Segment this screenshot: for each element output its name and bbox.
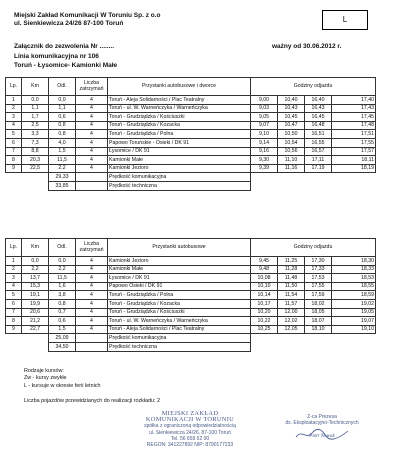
table-row: [6, 265, 376, 274]
cell-stop-name: Kamionki Jezioro: [108, 257, 251, 266]
cell-lp: 5: [6, 291, 22, 300]
totals-row: [6, 334, 376, 343]
cell-time: 18,55: [332, 282, 376, 291]
header-odl: Odl.: [49, 78, 76, 96]
cell-stops: 4: [76, 265, 108, 274]
cell-km: 2,5: [22, 121, 49, 130]
cell-time: 16,43: [305, 104, 332, 113]
spacer: [6, 334, 49, 343]
cell-time: 10,10: [251, 282, 278, 291]
cell-time: 18,11: [332, 156, 376, 165]
cell-stop-name: Toruń - ul. W. Warneńczyka / Warneńczyka: [108, 317, 251, 326]
cell-distance: 1,5: [49, 147, 76, 156]
speed-value: 29,33: [49, 173, 76, 182]
cell-stops: 4: [76, 257, 108, 266]
cell-time: 9,00: [251, 96, 278, 105]
company-address: ul. Sienkiewicza 24/26 87-100 Toruń: [14, 20, 124, 27]
spacer: [251, 173, 376, 182]
cell-km: 15,3: [22, 282, 49, 291]
cell-time: 16,55: [305, 138, 332, 147]
cell-distance: 0,7: [49, 308, 76, 317]
cell-distance: 2,2: [49, 265, 76, 274]
cell-stops: 4: [76, 113, 108, 122]
table-row: [6, 282, 376, 291]
legend-regular: Zw - kursy zwykłe: [24, 375, 67, 381]
spacer: [6, 181, 49, 190]
cell-time: 12,00: [278, 308, 305, 317]
cell-time: 11,16: [278, 164, 305, 173]
table-row: [6, 104, 376, 113]
cell-time: 17,59: [305, 291, 332, 300]
cell-distance: 1,5: [49, 325, 76, 334]
header-lp: Lp.: [6, 78, 22, 96]
cell-time: 9,14: [251, 138, 278, 147]
speed-label: Prędkość komunikacyjna: [108, 334, 251, 343]
cell-km: 13,7: [22, 274, 49, 283]
table-row: [6, 291, 376, 300]
cell-lp: 6: [6, 299, 22, 308]
cell-stops: 4: [76, 104, 108, 113]
cell-time: 16,57: [305, 147, 332, 156]
cell-time: 10,22: [251, 317, 278, 326]
cell-stops: 4: [76, 156, 108, 165]
cell-lp: 4: [6, 121, 22, 130]
timetable-return: [5, 238, 376, 352]
table-row: [6, 274, 376, 283]
cell-time: 10,08: [251, 274, 278, 283]
cell-time: 17,33: [305, 265, 332, 274]
cell-stop-name: Toruń - Grudziądzka / Kozacka: [108, 299, 251, 308]
cell-stops: 4: [76, 308, 108, 317]
cell-stops: 4: [76, 147, 108, 156]
cell-time: 19,10: [332, 325, 376, 334]
cell-lp: 3: [6, 274, 22, 283]
cell-time: 10,40: [278, 96, 305, 105]
spacer: [76, 342, 108, 351]
cell-time: 16,45: [305, 113, 332, 122]
cell-stops: 4: [76, 299, 108, 308]
cell-km: 0,0: [22, 257, 49, 266]
cell-distance: 0,6: [49, 317, 76, 326]
cell-stops: 4: [76, 96, 108, 105]
company-name: Miejski Zakład Komunikacji W Toruniu Sp. z o.o: [14, 12, 161, 19]
speed-label: Prędkość komunikacyjna: [108, 173, 251, 182]
stamp-line: REGON: 341227892 NIP: 8790177233: [146, 442, 234, 449]
cell-lp: 9: [6, 164, 22, 173]
cell-time: 16,40: [305, 96, 332, 105]
cell-km: 20,6: [22, 308, 49, 317]
table-row: [6, 164, 376, 173]
cell-time: 18,19: [332, 164, 376, 173]
cell-stop-name: Łysomice / DK 91: [108, 274, 251, 283]
cell-time: 17,30: [305, 257, 332, 266]
table-row: [6, 325, 376, 334]
cell-stop-name: Toruń - ul. W. Warneńczyka / Warneńczyka: [108, 104, 251, 113]
speed-label: Prędkość techniczna: [108, 181, 251, 190]
cell-time: 11,48: [278, 274, 305, 283]
signature-department: ds. Eksploatacyjno-Technicznych: [285, 420, 359, 427]
signature-stamp: [272, 414, 372, 441]
cell-lp: 5: [6, 130, 22, 139]
cell-stop-name: Kamionki Jezioro: [108, 164, 251, 173]
header-departure-times: Godziny odjazdu: [251, 78, 376, 96]
cell-stops: 4: [76, 164, 108, 173]
spacer: [251, 342, 376, 351]
table-row: [6, 299, 376, 308]
cell-time: 18,30: [332, 257, 376, 266]
cell-time: 18,10: [305, 325, 332, 334]
cell-lp: 2: [6, 265, 22, 274]
cell-stop-name: Toruń - Grudziądzka / Kościuszki: [108, 308, 251, 317]
cell-time: 17,43: [332, 104, 376, 113]
cell-distance: 4,0: [49, 138, 76, 147]
cell-stop-name: Kamionki Małe: [108, 156, 251, 165]
header-km: Km: [22, 239, 49, 257]
cell-lp: 3: [6, 113, 22, 122]
cell-lp: 9: [6, 325, 22, 334]
cell-km: 8,8: [22, 147, 49, 156]
cell-time: 10,50: [278, 130, 305, 139]
cell-time: 10,17: [251, 299, 278, 308]
speed-label: Prędkość techniczna: [108, 342, 251, 351]
cell-time: 17,55: [305, 282, 332, 291]
cell-distance: 0,0: [49, 257, 76, 266]
cell-km: 19,9: [22, 299, 49, 308]
cell-distance: 0,8: [49, 121, 76, 130]
cell-time: 18,02: [305, 299, 332, 308]
cell-lp: 7: [6, 147, 22, 156]
line-number: Linia komunikacyjna nr 106: [14, 53, 99, 60]
cell-stops: 4: [76, 138, 108, 147]
cell-time: 11,10: [278, 156, 305, 165]
speed-value: 25,09: [49, 334, 76, 343]
cell-stops: 4: [76, 291, 108, 300]
cell-stops: 4: [76, 317, 108, 326]
table-row: [6, 147, 376, 156]
cell-time: 17,57: [332, 147, 376, 156]
cell-time: 18,05: [305, 308, 332, 317]
cell-km: 21,2: [22, 317, 49, 326]
spacer: [76, 181, 108, 190]
header-odl: Odl.: [49, 239, 76, 257]
cell-time: 18,53: [332, 274, 376, 283]
vehicle-count: Liczba pojazdów przewidzianych do realizacji rozkładu: 2: [24, 398, 161, 404]
cell-lp: 1: [6, 96, 22, 105]
cell-km: 22,7: [22, 325, 49, 334]
cell-time: 11,54: [278, 291, 305, 300]
cell-lp: 4: [6, 282, 22, 291]
cell-time: 18,33: [332, 265, 376, 274]
cell-km: 1,1: [22, 104, 49, 113]
cell-time: 16,51: [305, 130, 332, 139]
cell-distance: 0,8: [49, 130, 76, 139]
header-stops-count: Liczba zatrzymań: [76, 239, 108, 257]
cell-lp: 6: [6, 138, 22, 147]
cell-distance: 3,8: [49, 291, 76, 300]
cell-time: 9,48: [251, 265, 278, 274]
cell-stop-name: Papowo Osieki / DK 91: [108, 282, 251, 291]
cell-time: 10,25: [251, 325, 278, 334]
cell-stop-name: Toruń - Aleja Solidarności / Plac Teatralny: [108, 96, 251, 105]
totals-row: [6, 342, 376, 351]
totals-row: [6, 173, 376, 182]
cell-time: 18,07: [305, 317, 332, 326]
legend-title: Rodzaje kursów:: [24, 368, 64, 374]
cell-stop-name: Papowo Toruńskie - Osieki / DK 91: [108, 138, 251, 147]
cell-stop-name: Toruń - Grudziądzka / Kościuszki: [108, 113, 251, 122]
cell-time: 11,28: [278, 265, 305, 274]
cell-km: 7,3: [22, 138, 49, 147]
cell-time: 17,53: [305, 274, 332, 283]
speed-value: 34,50: [49, 342, 76, 351]
spacer: [76, 173, 108, 182]
table-row: [6, 113, 376, 122]
valid-from: ważny od 30.06.2012 r.: [272, 43, 342, 50]
attachment-label: Załącznik do zezwolenia Nr ........: [14, 43, 115, 50]
header-departure-times: Godziny odjazdu: [251, 239, 376, 257]
cell-distance: 2,2: [49, 164, 76, 173]
cell-lp: 1: [6, 257, 22, 266]
cell-distance: 0,0: [49, 96, 76, 105]
cell-distance: 11,5: [49, 274, 76, 283]
cell-time: 17,55: [332, 138, 376, 147]
cell-distance: 11,5: [49, 156, 76, 165]
cell-km: 22,5: [22, 164, 49, 173]
totals-row: [6, 181, 376, 190]
cell-time: 9,39: [251, 164, 278, 173]
cell-time: 10,20: [251, 308, 278, 317]
company-stamp: [110, 411, 270, 448]
cell-time: 17,45: [332, 113, 376, 122]
cell-time: 16,48: [305, 121, 332, 130]
legend-summer: L - kursuje w okresie ferii letnich: [24, 383, 101, 389]
cell-time: 9,45: [251, 257, 278, 266]
cell-time: 9,16: [251, 147, 278, 156]
cell-time: 19,05: [332, 308, 376, 317]
table-row: [6, 317, 376, 326]
cell-time: 10,54: [278, 138, 305, 147]
cell-time: 17,40: [332, 96, 376, 105]
cell-time: 10,45: [278, 113, 305, 122]
spacer: [6, 173, 49, 182]
cell-time: 10,14: [251, 291, 278, 300]
cell-stops: 4: [76, 130, 108, 139]
timetable-outbound: [5, 77, 376, 191]
header-km: Km: [22, 78, 49, 96]
table-row: [6, 138, 376, 147]
cell-lp: 2: [6, 104, 22, 113]
cell-time: 19,02: [332, 299, 376, 308]
stamp-line: Tel. 56 659 52 00: [170, 435, 210, 442]
cell-time: 11,57: [278, 299, 305, 308]
stamp-line: ul. Sienkiewicza 24/26, 87-100 Toruń: [149, 429, 231, 436]
signature-name: Piotr Nowak: [309, 434, 335, 440]
stamp-line: MIEJSKI ZAKŁAD: [161, 410, 219, 417]
cell-lp: 8: [6, 317, 22, 326]
cell-lp: 7: [6, 308, 22, 317]
cell-time: 10,43: [278, 104, 305, 113]
header-stop-name: Przystanki autobusowe i dworce: [108, 78, 251, 96]
cell-stop-name: Kamionki Małe: [108, 265, 251, 274]
cell-distance: 1,6: [49, 282, 76, 291]
table-row: [6, 121, 376, 130]
cell-km: 1,7: [22, 113, 49, 122]
cell-time: 9,03: [251, 104, 278, 113]
cell-time: 12,05: [278, 325, 305, 334]
cell-time: 11,25: [278, 257, 305, 266]
cell-km: 2,2: [22, 265, 49, 274]
cell-stops: 4: [76, 121, 108, 130]
stamp-line: KOMUNIKACJI W TORUNIU: [145, 416, 235, 424]
route-name: Toruń - Łysomice- Kamionki Małe: [14, 62, 118, 69]
cell-stop-name: Toruń - Aleja Solidarności / Plac Teatralny: [108, 325, 251, 334]
cell-time: 18,59: [332, 291, 376, 300]
cell-stop-name: Toruń - Grudziądzka / Polna: [108, 130, 251, 139]
cell-distance: 0,8: [49, 299, 76, 308]
table-row: [6, 308, 376, 317]
cell-km: 3,3: [22, 130, 49, 139]
table-row: [6, 96, 376, 105]
cell-distance: 1,1: [49, 104, 76, 113]
spacer: [76, 334, 108, 343]
cell-time: 9,07: [251, 121, 278, 130]
cell-time: 11,50: [278, 282, 305, 291]
speed-value: 33,85: [49, 181, 76, 190]
cell-time: 17,51: [332, 130, 376, 139]
spacer: [251, 334, 376, 343]
cell-time: 9,05: [251, 113, 278, 122]
cell-km: 20,3: [22, 156, 49, 165]
course-type-box: L: [322, 10, 368, 30]
header-stops-count: Liczba zatrzymań: [76, 78, 108, 96]
cell-stop-name: Toruń - Grudziądzka / Polna: [108, 291, 251, 300]
cell-time: 17,48: [332, 121, 376, 130]
cell-distance: 0,6: [49, 113, 76, 122]
table-row: [6, 257, 376, 266]
stamp-line: spółka z ograniczoną odpowiedzialnością: [144, 423, 236, 430]
cell-time: 10,47: [278, 121, 305, 130]
cell-time: 19,07: [332, 317, 376, 326]
cell-lp: 8: [6, 156, 22, 165]
signature-title: Z-ca Prezesa: [307, 414, 337, 420]
table-row: [6, 130, 376, 139]
cell-stops: 4: [76, 274, 108, 283]
cell-km: 19,1: [22, 291, 49, 300]
spacer: [251, 181, 376, 190]
cell-km: 0,0: [22, 96, 49, 105]
table-row: [6, 156, 376, 165]
cell-time: 12,02: [278, 317, 305, 326]
cell-stops: 4: [76, 325, 108, 334]
spacer: [6, 342, 49, 351]
cell-stop-name: Łysomice / DK 91: [108, 147, 251, 156]
cell-time: 10,56: [278, 147, 305, 156]
cell-time: 17,19: [305, 164, 332, 173]
cell-time: 17,11: [305, 156, 332, 165]
header-stop-name: Przystanki autobusowe: [108, 239, 251, 257]
header-lp: Lp.: [6, 239, 22, 257]
cell-time: 9,30: [251, 156, 278, 165]
cell-stops: 4: [76, 282, 108, 291]
cell-time: 9,10: [251, 130, 278, 139]
cell-stop-name: Toruń - Grudziądzka / Kozacka: [108, 121, 251, 130]
